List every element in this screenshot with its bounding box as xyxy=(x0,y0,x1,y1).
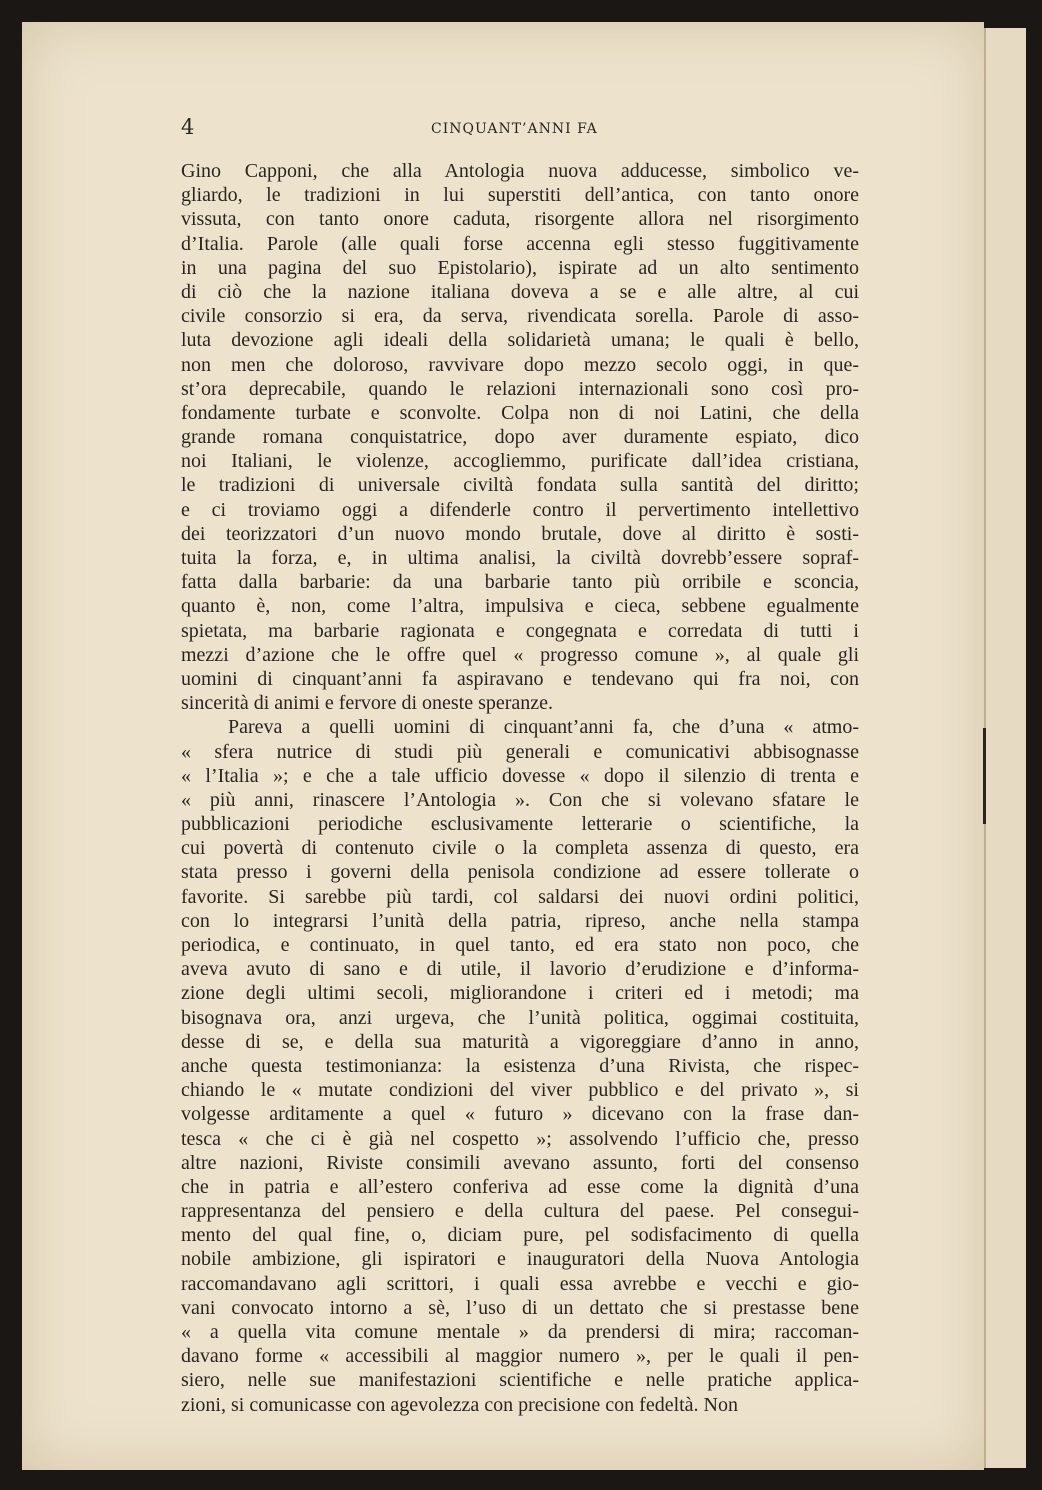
text-line: luta devozione agli ideali della solidarietà umana; le quali è bello, xyxy=(181,329,859,352)
text-line: uomini di cinquant’anni fa aspiravano e tendevano qui fra noi, con xyxy=(181,667,859,690)
text-line: zioni, si comunicasse con agevolezza con precisione con fedeltà. Non xyxy=(181,1393,739,1416)
text-line: nobile ambizione, gli ispiratori e inauguratori della Nuova Antologia xyxy=(181,1248,859,1271)
text-line: le tradizioni di universale civiltà fondata sulla santità del diritto; xyxy=(181,474,859,497)
text-line: rappresentanza del pensiero e della cultura del paese. Pel consegui- xyxy=(181,1200,859,1223)
text-line: che in patria e all’estero conferiva ad esse come la dignità d’una xyxy=(181,1175,859,1198)
text-line: bisognava ora, anzi urgeva, che l’unità politica, oggimai costituita, xyxy=(181,1006,859,1029)
text-line: e ci troviamo oggi a difenderle contro il pervertimento intellettivo xyxy=(181,498,859,521)
text-line: « sfera nutrice di studi più generali e comunicativi abbisognasse xyxy=(181,740,859,763)
text-line: fatta dalla barbarie: da una barbarie tanto più orribile e sconcia, xyxy=(181,571,859,594)
text-line: aveva avuto di sano e di utile, il lavorio d’erudizione e d’informa- xyxy=(181,958,859,981)
text-line: vissuta, con tanto onore caduta, risorgente allora nel risorgimento xyxy=(181,208,859,231)
text-line: cui povertà di contenuto civile o la completa assenza di questo, era xyxy=(181,837,859,860)
text-line: Gino Capponi, che alla Antologia nuova adducesse, simbolico ve- xyxy=(181,160,859,182)
text-line: pubblicazioni periodiche esclusivamente letterarie o scientifiche, la xyxy=(181,813,859,836)
text-line: altre nazioni, Riviste consimili avevano assunto, forti del consenso xyxy=(181,1151,859,1174)
text-line: favorite. Si sarebbe più tardi, col saldarsi dei nuovi ordini politici, xyxy=(181,885,859,908)
text-line: gliardo, le tradizioni in lui superstiti dell’antica, con tanto onore xyxy=(181,184,859,207)
page-number: 4 xyxy=(181,115,195,139)
text-line: con lo integrarsi l’unità della patria, ripreso, anche nella stampa xyxy=(181,909,859,932)
text-line: grande romana conquistatrice, dopo aver duramente espiato, dico xyxy=(181,426,859,449)
text-line: « l’Italia »; e che a tale ufficio dovesse « dopo il silenzio di trenta e xyxy=(181,764,859,787)
text-line: sincerità di animi e fervore di oneste speranze. xyxy=(181,692,554,715)
text-line: dei teorizzatori d’un nuovo mondo brutale, dove al diritto è sosti- xyxy=(181,522,859,545)
body-text xyxy=(181,159,859,1417)
running-title: CINQUANT’ANNI FA xyxy=(431,121,598,137)
margin-mark xyxy=(983,728,986,824)
text-line: fondamente turbate e sconvolte. Colpa non di noi Latini, che della xyxy=(181,401,859,424)
text-line: mezzi d’azione che le offre quel « progresso comune », al quale gli xyxy=(181,643,859,666)
text-line: tesca « che ci è già nel cospetto »; assolvendo l’ufficio che, presso xyxy=(181,1127,859,1150)
text-line: Pareva a quelli uomini di cinquant’anni fa, che d’una « atmo- xyxy=(228,716,859,739)
text-line: chiando le « mutate condizioni del viver pubblico e del privato », si xyxy=(181,1079,859,1102)
text-line: zione degli ultimi secoli, migliorandone i criteri ed i metodi; ma xyxy=(181,982,859,1005)
text-line: d’Italia. Parole (alle quali forse accenna egli stesso fuggitivamente xyxy=(181,232,859,255)
text-line: desse di se, e della sua maturità a vigoreggiare d’anno in anno, xyxy=(181,1030,859,1053)
text-line: quanto è, non, come l’altra, impulsiva e cieca, sebbene egualmente xyxy=(181,595,859,618)
text-line: mento del qual fine, o, diciam pure, pel sodisfacimento di quella xyxy=(181,1224,859,1247)
text-line: raccomandavano agli scrittori, i quali essa avrebbe e vecchi e gio- xyxy=(181,1272,859,1295)
text-line: spietata, ma barbarie ragionata e congegnata e corredata di tutti i xyxy=(181,619,859,642)
text-line: anche questa testimonianza: la esistenza d’una Rivista, che rispec- xyxy=(181,1054,859,1077)
text-line: vani convocato intorno a sè, l’uso di un dettato che si prestasse bene xyxy=(181,1296,859,1319)
text-line: di ciò che la nazione italiana doveva a se e alle altre, al cui xyxy=(181,280,859,303)
text-line: « più anni, rinascere l’Antologia ». Con che si volevano sfatare le xyxy=(181,788,859,811)
text-line: st’ora deprecabile, quando le relazioni internazionali sono così pro- xyxy=(181,377,859,400)
text-line: tuita la forza, e, in ultima analisi, la civiltà dovrebb’essere sopraf- xyxy=(181,547,859,569)
text-line: « a quella vita comune mentale » da prendersi di mira; raccoman- xyxy=(181,1321,859,1343)
text-line: civile consorzio si era, da serva, rivendicata sorella. Parole di asso- xyxy=(181,305,859,328)
text-line: volgesse arditamente a quel « futuro » dicevano con la frase dan- xyxy=(181,1103,859,1126)
text-line: noi Italiani, le violenze, accogliemmo, purificate dall’idea cristiana, xyxy=(181,450,859,473)
text-line: non men che doloroso, ravvivare dopo mezzo secolo oggi, in que- xyxy=(181,353,859,376)
text-line: stata presso i governi della penisola condizione ad essere tollerate o xyxy=(181,861,859,884)
facing-page-edge xyxy=(984,28,1026,1468)
text-line: in una pagina del suo Epistolario), ispirate ad un alto sentimento xyxy=(181,256,859,279)
text-line: siero, nelle sue manifestazioni scientifiche e nelle pratiche applica- xyxy=(181,1369,859,1392)
text-line: periodica, e continuato, in quel tanto, ed era stato non poco, che xyxy=(181,934,859,956)
page-header xyxy=(181,117,861,141)
text-line: davano forme « accessibili al maggior numero », per le quali il pen- xyxy=(181,1345,859,1368)
